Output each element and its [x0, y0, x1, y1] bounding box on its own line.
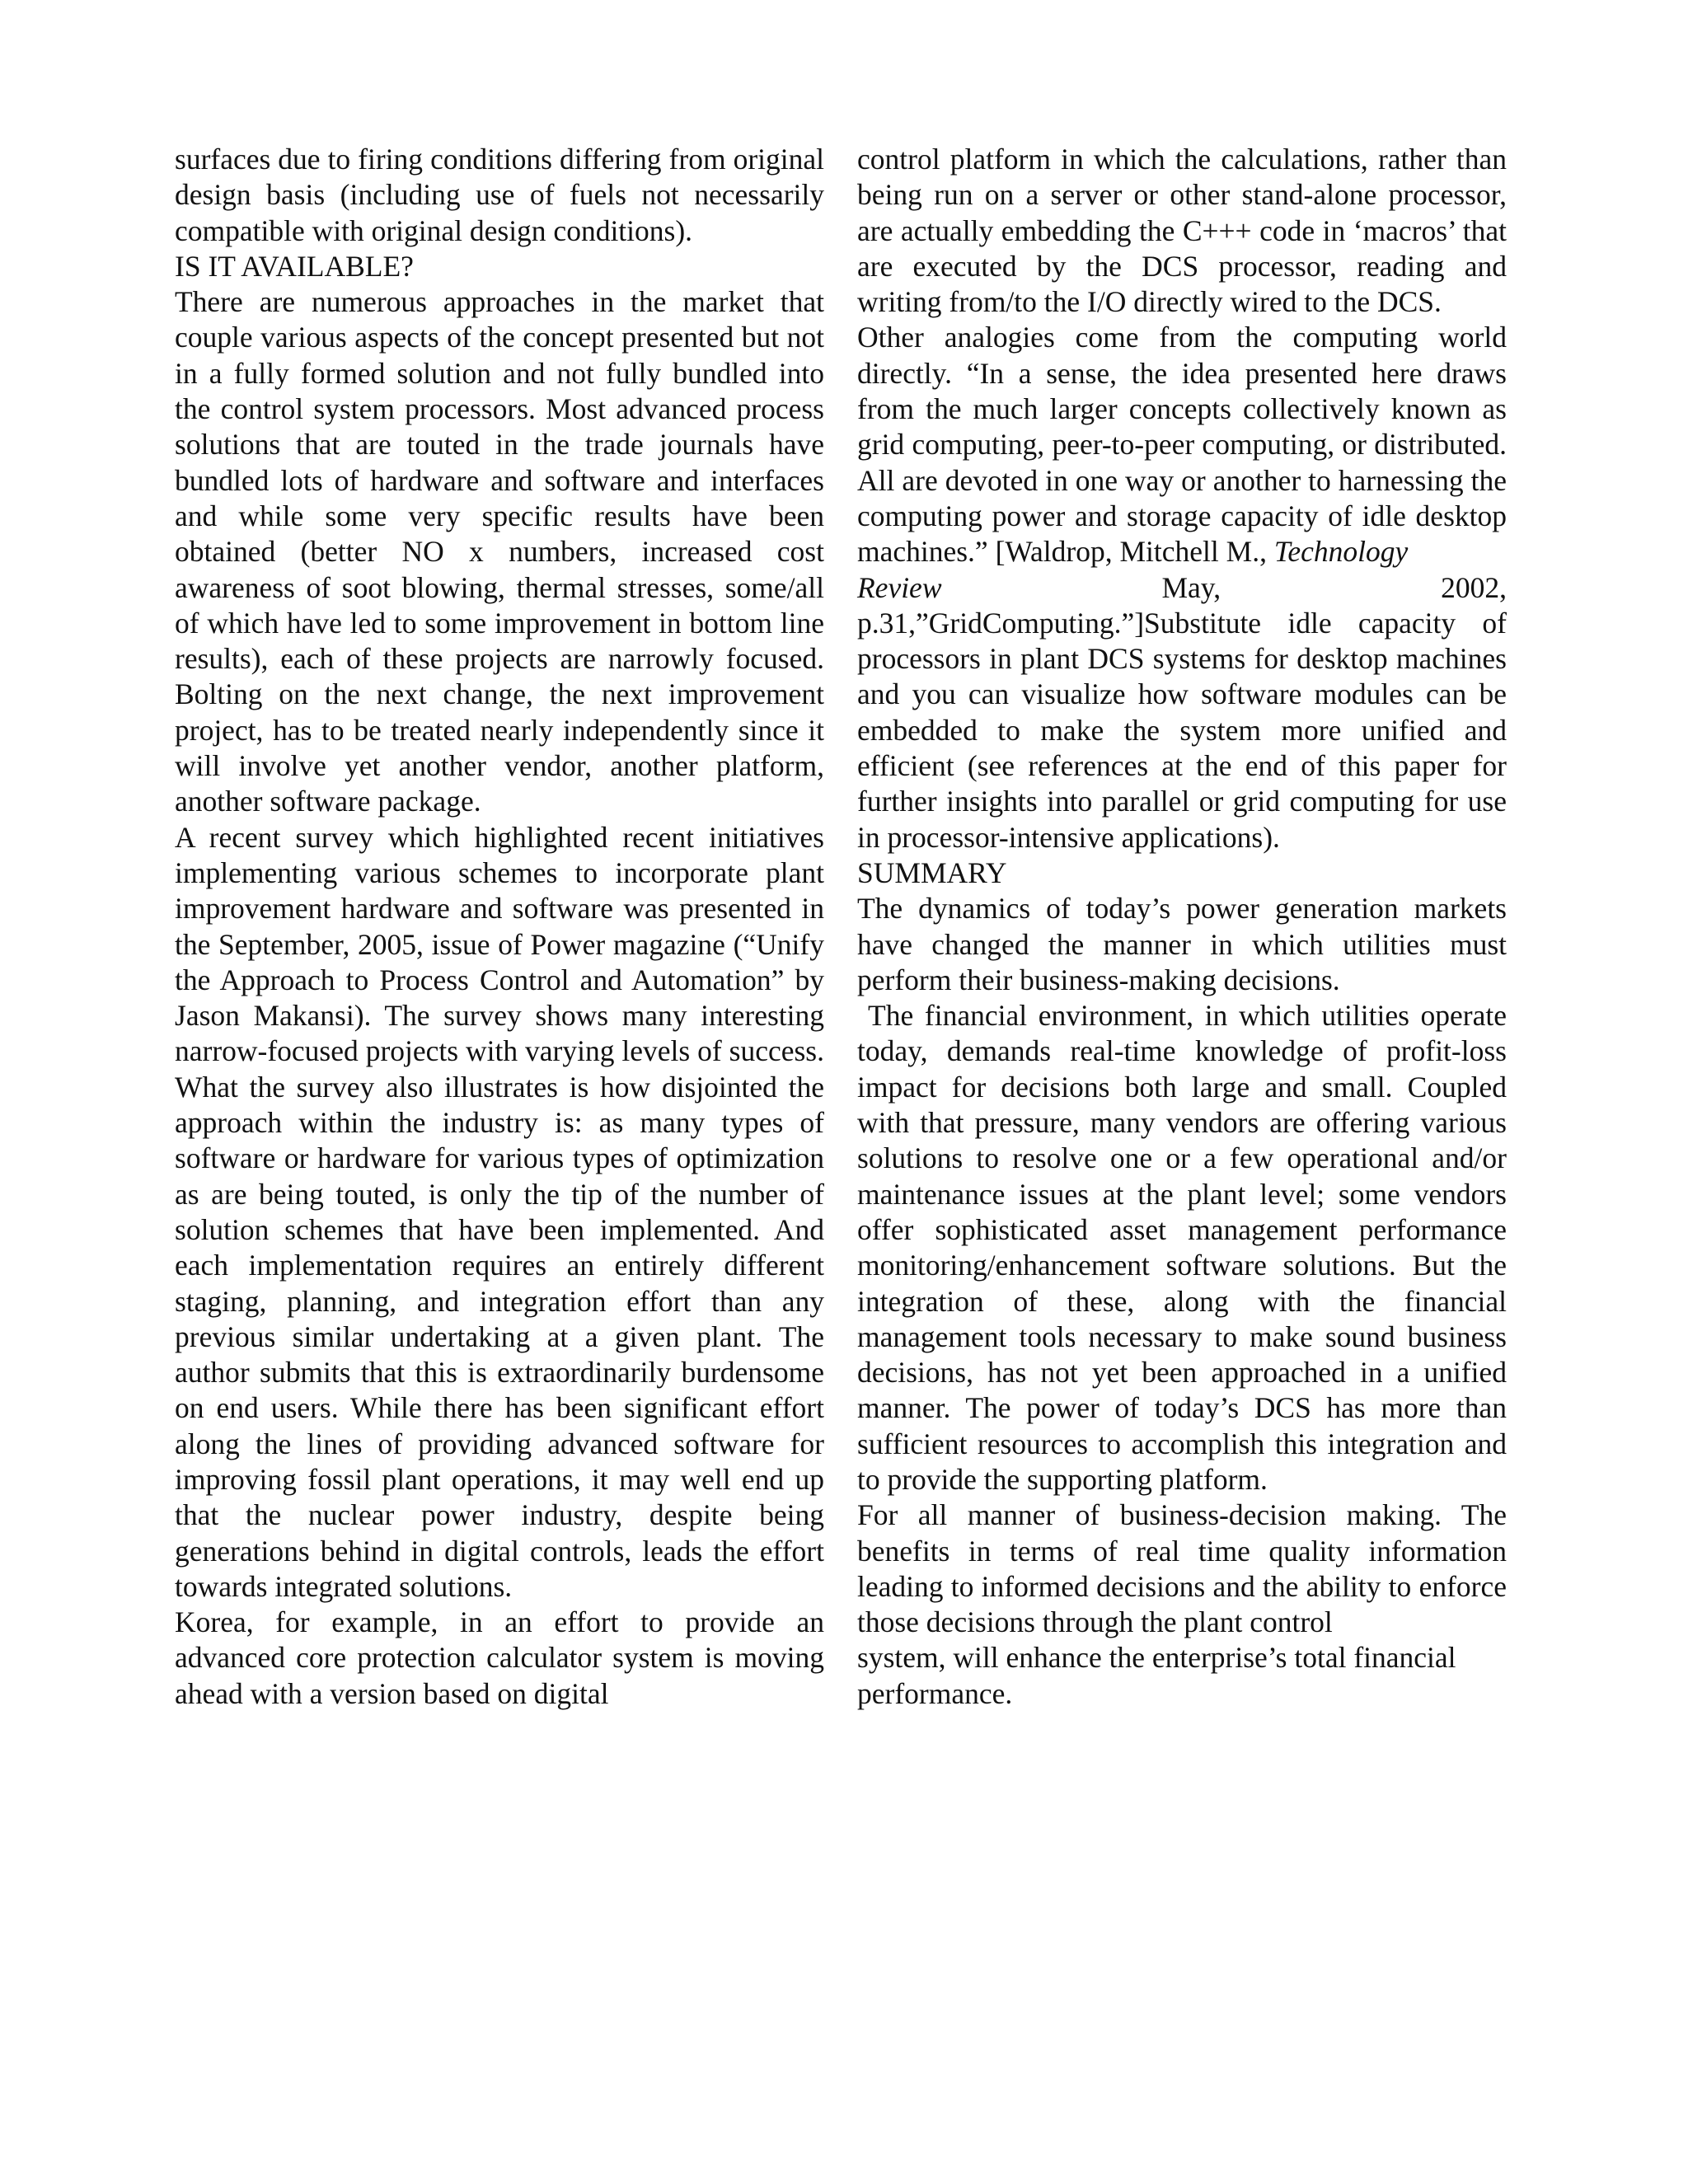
paragraph-numerous-approaches: There are numerous approaches in the market that couple various aspects of the concept presented but not in a fully formed solution and not fully bundled into the control system processors. Most advanced process solutions that are touted in the trade journals have bundled lots of hardware and software and interfaces and while some very specific results have been obtained (better NO x numbers, increased cost awareness of soot blowing, thermal stresses, some/all of which have led to some improvement in bottom line results), each of these projects are narrowly focused. Bolting on the next change, the next improvement project, has to be treated nearly independently since it will involve yet another vendor, another platform, another software package.	[175, 285, 824, 818]
section-heading-summary: SUMMARY	[857, 855, 1007, 889]
journal-title-part-1: Technology	[1273, 535, 1409, 569]
left-column	[175, 142, 824, 1712]
right-column	[857, 142, 1507, 1712]
journal-title-part-2: Review	[857, 570, 942, 604]
paragraph-other-analogies	[857, 320, 1507, 569]
citation-month: May,	[1161, 570, 1221, 604]
paragraph-business-decision-line-3: performance.	[857, 1676, 1013, 1710]
paragraph-korea-example: Korea, for example, in an effort to provide an advanced core protection calculator system is moving ahead with a version based on digital	[175, 1605, 824, 1710]
citation-year: 2002,	[1441, 570, 1507, 604]
paragraph-recent-survey: A recent survey which highlighted recent initiatives implementing various schemes to incorporate plant improvement hardware and software was presented in the September, 2005, issue of Power magazine (“Unify the Approach to Process Control and Automation” by Jason Makansi). The survey shows many interesting narrow-focused projects with varying levels of success. What the survey also illustrates is how disjointed the approach within the industry is: as many types of software or hardware for various types of optimization as are being touted, is only the tip of the number of solution schemes that have been implemented. And each implementation requires an entirely different staging, planning, and integration effort than any previous similar undertaking at a given plant. The author submits that this is extraordinarily burdensome on end users. While there has been significant effort along the lines of providing advanced software for improving fossil plant operations, it may well end up that the nuclear power industry, despite being generations behind in digital controls, leads the effort towards integrated solutions.	[175, 820, 824, 1603]
financial-environment-text: The financial environment, in which utilities operate today, demands real-time knowledge of profit-loss impact for decisions both large and small. Coupled with that pressure, many vendors are offering various solutions to resolve one or a few operational and/or maintenance issues at the plant level; some vendors offer sophisticated asset management performance monitoring/enhancement software solutions. But the integration of these, along with the financial management tools necessary to make sound business decisions, has not yet been approached in a unified manner. The power of today’s DCS has more than sufficient resources to accomplish this integration and to provide the supporting platform.	[857, 999, 1507, 1496]
analogies-text: Other analogies come from the computing world directly. “In a sense, the idea presented here draws from the much larger concepts collectively known as grid computing, peer-to-peer computing, or distributed. All are devoted in one way or another to harnessing the computing power and storage capacity of idle desktop machines.” [Waldrop, Mitchell M.,	[857, 321, 1507, 569]
paragraph-business-decision-line-2: system, will enhance the enterprise’s total financial	[857, 1641, 1456, 1675]
paragraph-market-dynamics: The dynamics of today’s power generation markets have changed the manner in which utilities must perform their business-making decisions.	[857, 892, 1507, 996]
paragraph-control-platform: control platform in which the calculations, rather than being run on a server or other stand-alone processor, are actually embedding the C+++ code in ‘macros’ that are executed by the DCS processor, reading and writing from/to the I/O directly wired to the DCS.	[857, 143, 1507, 319]
section-heading-is-it-available: IS IT AVAILABLE?	[175, 249, 414, 283]
paragraph-business-decision: For all manner of business-decision making. The benefits in terms of real time quality information leading to informed decisions and the ability to enforce those decisions through the plant control	[857, 1498, 1507, 1639]
paragraph-grid-computing: p.31,”GridComputing.”]Substitute idle capacity of processors in plant DCS systems for desktop machines and you can visualize how software modules can be embedded to make the system more unified and efficient (see references at the end of this paper for further insights into parallel or grid computing for use in processor-intensive applications).	[857, 606, 1507, 854]
paragraph-financial-environment	[857, 998, 1507, 1497]
paragraph-firing-conditions: surfaces due to firing conditions differing from original design basis (including use of fuels not necessarily compatible with original design conditions).	[175, 143, 824, 247]
citation-line	[857, 570, 1507, 606]
